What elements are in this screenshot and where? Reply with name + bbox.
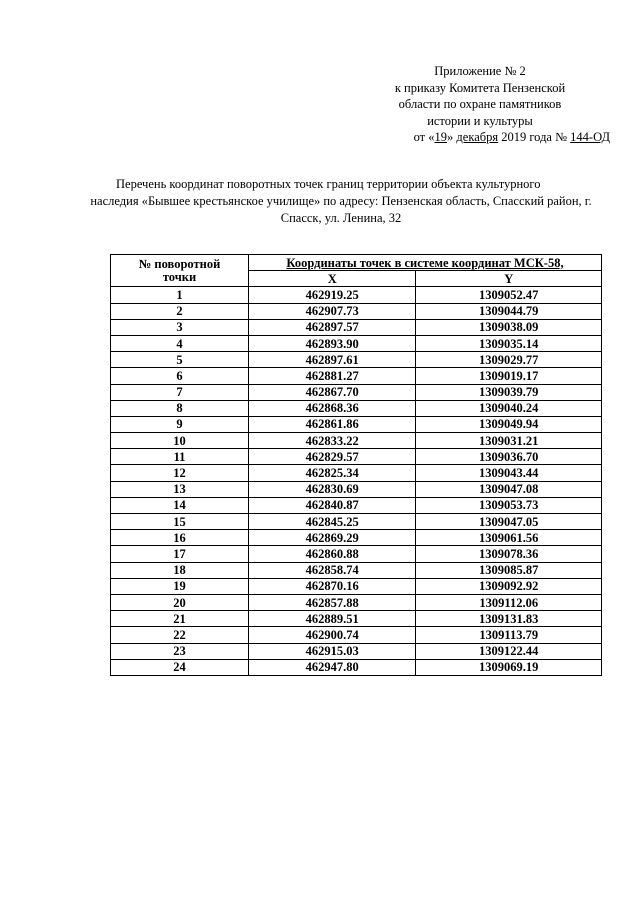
coord-x-cell: 462867.70: [249, 384, 416, 400]
table-row: [111, 578, 602, 594]
point-number-cell: 23: [111, 643, 249, 659]
coord-y-cell: 1309047.08: [416, 481, 602, 497]
coord-y-cell: 1309053.73: [416, 497, 602, 513]
coord-y-cell: 1309049.94: [416, 416, 602, 432]
coord-x-cell: 462947.80: [249, 659, 416, 675]
table-row: [111, 627, 602, 643]
appendix-committee-cont: истории и культуры: [427, 113, 533, 128]
point-number-cell: 12: [111, 465, 249, 481]
table-row: [111, 384, 602, 400]
table-row: [111, 319, 602, 335]
table-row: [111, 303, 602, 319]
point-number-cell: 2: [111, 303, 249, 319]
appendix-committee: области по охране памятников: [398, 97, 562, 111]
coord-y-cell: 1309052.47: [416, 287, 602, 303]
coord-x-cell: 462897.61: [249, 352, 416, 368]
coord-y-cell: 1309113.79: [416, 627, 602, 643]
coord-x-cell: 462860.88: [249, 546, 416, 562]
point-number-cell: 24: [111, 659, 249, 675]
point-number-cell: 16: [111, 530, 249, 546]
coord-x-cell: 462830.69: [249, 481, 416, 497]
point-number-cell: 8: [111, 400, 249, 416]
coord-x-cell: 462868.36: [249, 400, 416, 416]
coord-x-cell: 462845.25: [249, 514, 416, 530]
table-row: [111, 449, 602, 465]
table-row: [111, 643, 602, 659]
header-coordinates: Координаты точек в системе координат МСК-58,: [249, 255, 602, 271]
coord-x-cell: 462840.87: [249, 497, 416, 513]
coord-x-cell: 462881.27: [249, 368, 416, 384]
table-row: [111, 611, 602, 627]
header-point-number-line1: № поворотной: [138, 256, 221, 271]
table-row: [111, 546, 602, 562]
coord-x-cell: 462857.88: [249, 594, 416, 610]
point-number-cell: 6: [111, 368, 249, 384]
point-number-cell: 20: [111, 594, 249, 610]
coord-y-cell: 1309039.79: [416, 384, 602, 400]
point-number-cell: 3: [111, 319, 249, 335]
table-row: [111, 400, 602, 416]
intro-first-line: Перечень координат поворотных точек границ территории объекта культурного: [116, 177, 541, 191]
coordinates-table: [110, 254, 602, 676]
table-row: [111, 497, 602, 513]
point-number-cell: 18: [111, 562, 249, 578]
table-body: [111, 287, 602, 676]
coord-x-cell: 462870.16: [249, 578, 416, 594]
appendix-title: Приложение № 2: [434, 64, 526, 78]
coord-x-cell: 462897.57: [249, 319, 416, 335]
coord-y-cell: 1309043.44: [416, 465, 602, 481]
coord-y-cell: 1309040.24: [416, 400, 602, 416]
coord-y-cell: 1309019.17: [416, 368, 602, 384]
coord-y-cell: 1309047.05: [416, 514, 602, 530]
table-row: [111, 433, 602, 449]
date-prefix: от «: [413, 130, 435, 144]
appendix-header: [350, 63, 610, 146]
table-row: [111, 335, 602, 351]
order-number: 144-ОД: [570, 130, 610, 144]
intro-rest: наследия «Бывшее крестьянское училище» по адресу: Пензенская область, Спасский район, г. Спасск, ул. Ленина, 32: [90, 194, 592, 225]
point-number-cell: 22: [111, 627, 249, 643]
coord-x-cell: 462900.74: [249, 627, 416, 643]
coord-x-cell: 462889.51: [249, 611, 416, 627]
date-mid1: »: [447, 130, 457, 144]
table-header-row: [111, 255, 602, 271]
table-row: [111, 514, 602, 530]
table-row: [111, 416, 602, 432]
coord-y-cell: 1309029.77: [416, 352, 602, 368]
point-number-cell: 11: [111, 449, 249, 465]
coord-x-cell: 462858.74: [249, 562, 416, 578]
appendix-order-ref: к приказу Комитета Пензенской: [394, 80, 566, 95]
coord-y-cell: 1309092.92: [416, 578, 602, 594]
table-row: [111, 481, 602, 497]
point-number-cell: 19: [111, 578, 249, 594]
table-row: [111, 659, 602, 675]
point-number-cell: 7: [111, 384, 249, 400]
coord-y-cell: 1309112.06: [416, 594, 602, 610]
table-row: [111, 352, 602, 368]
table-row: [111, 530, 602, 546]
coord-y-cell: 1309122.44: [416, 643, 602, 659]
coord-x-cell: 462869.29: [249, 530, 416, 546]
coord-y-cell: 1309061.56: [416, 530, 602, 546]
point-number-cell: 9: [111, 416, 249, 432]
point-number-cell: 13: [111, 481, 249, 497]
table-row: [111, 465, 602, 481]
appendix-date-line: [350, 129, 610, 146]
document-intro: [80, 176, 602, 227]
header-point-number-line2: точки: [162, 269, 197, 284]
table-row: [111, 287, 602, 303]
coord-x-cell: 462907.73: [249, 303, 416, 319]
point-number-cell: 15: [111, 514, 249, 530]
date-month: декабря: [456, 130, 499, 144]
point-number-cell: 1: [111, 287, 249, 303]
table-row: [111, 368, 602, 384]
coord-y-cell: 1309036.70: [416, 449, 602, 465]
coord-y-cell: 1309078.36: [416, 546, 602, 562]
coord-y-cell: 1309038.09: [416, 319, 602, 335]
coord-x-cell: 462825.34: [249, 465, 416, 481]
coord-y-cell: 1309044.79: [416, 303, 602, 319]
coord-y-cell: 1309085.87: [416, 562, 602, 578]
table-row: [111, 562, 602, 578]
point-number-cell: 17: [111, 546, 249, 562]
point-number-cell: 4: [111, 335, 249, 351]
table-row: [111, 594, 602, 610]
coord-x-cell: 462829.57: [249, 449, 416, 465]
point-number-cell: 10: [111, 433, 249, 449]
coord-x-cell: 462915.03: [249, 643, 416, 659]
coord-y-cell: 1309069.19: [416, 659, 602, 675]
coord-y-cell: 1309131.83: [416, 611, 602, 627]
header-x: X: [249, 271, 416, 287]
date-day: 19: [434, 130, 448, 144]
point-number-cell: 5: [111, 352, 249, 368]
header-y: Y: [416, 271, 602, 287]
date-mid2: 2019 года №: [498, 130, 571, 144]
coord-y-cell: 1309035.14: [416, 335, 602, 351]
header-point-number: [111, 255, 249, 287]
coord-x-cell: 462919.25: [249, 287, 416, 303]
point-number-cell: 14: [111, 497, 249, 513]
coord-y-cell: 1309031.21: [416, 433, 602, 449]
coord-x-cell: 462893.90: [249, 335, 416, 351]
coord-x-cell: 462861.86: [249, 416, 416, 432]
coord-x-cell: 462833.22: [249, 433, 416, 449]
point-number-cell: 21: [111, 611, 249, 627]
